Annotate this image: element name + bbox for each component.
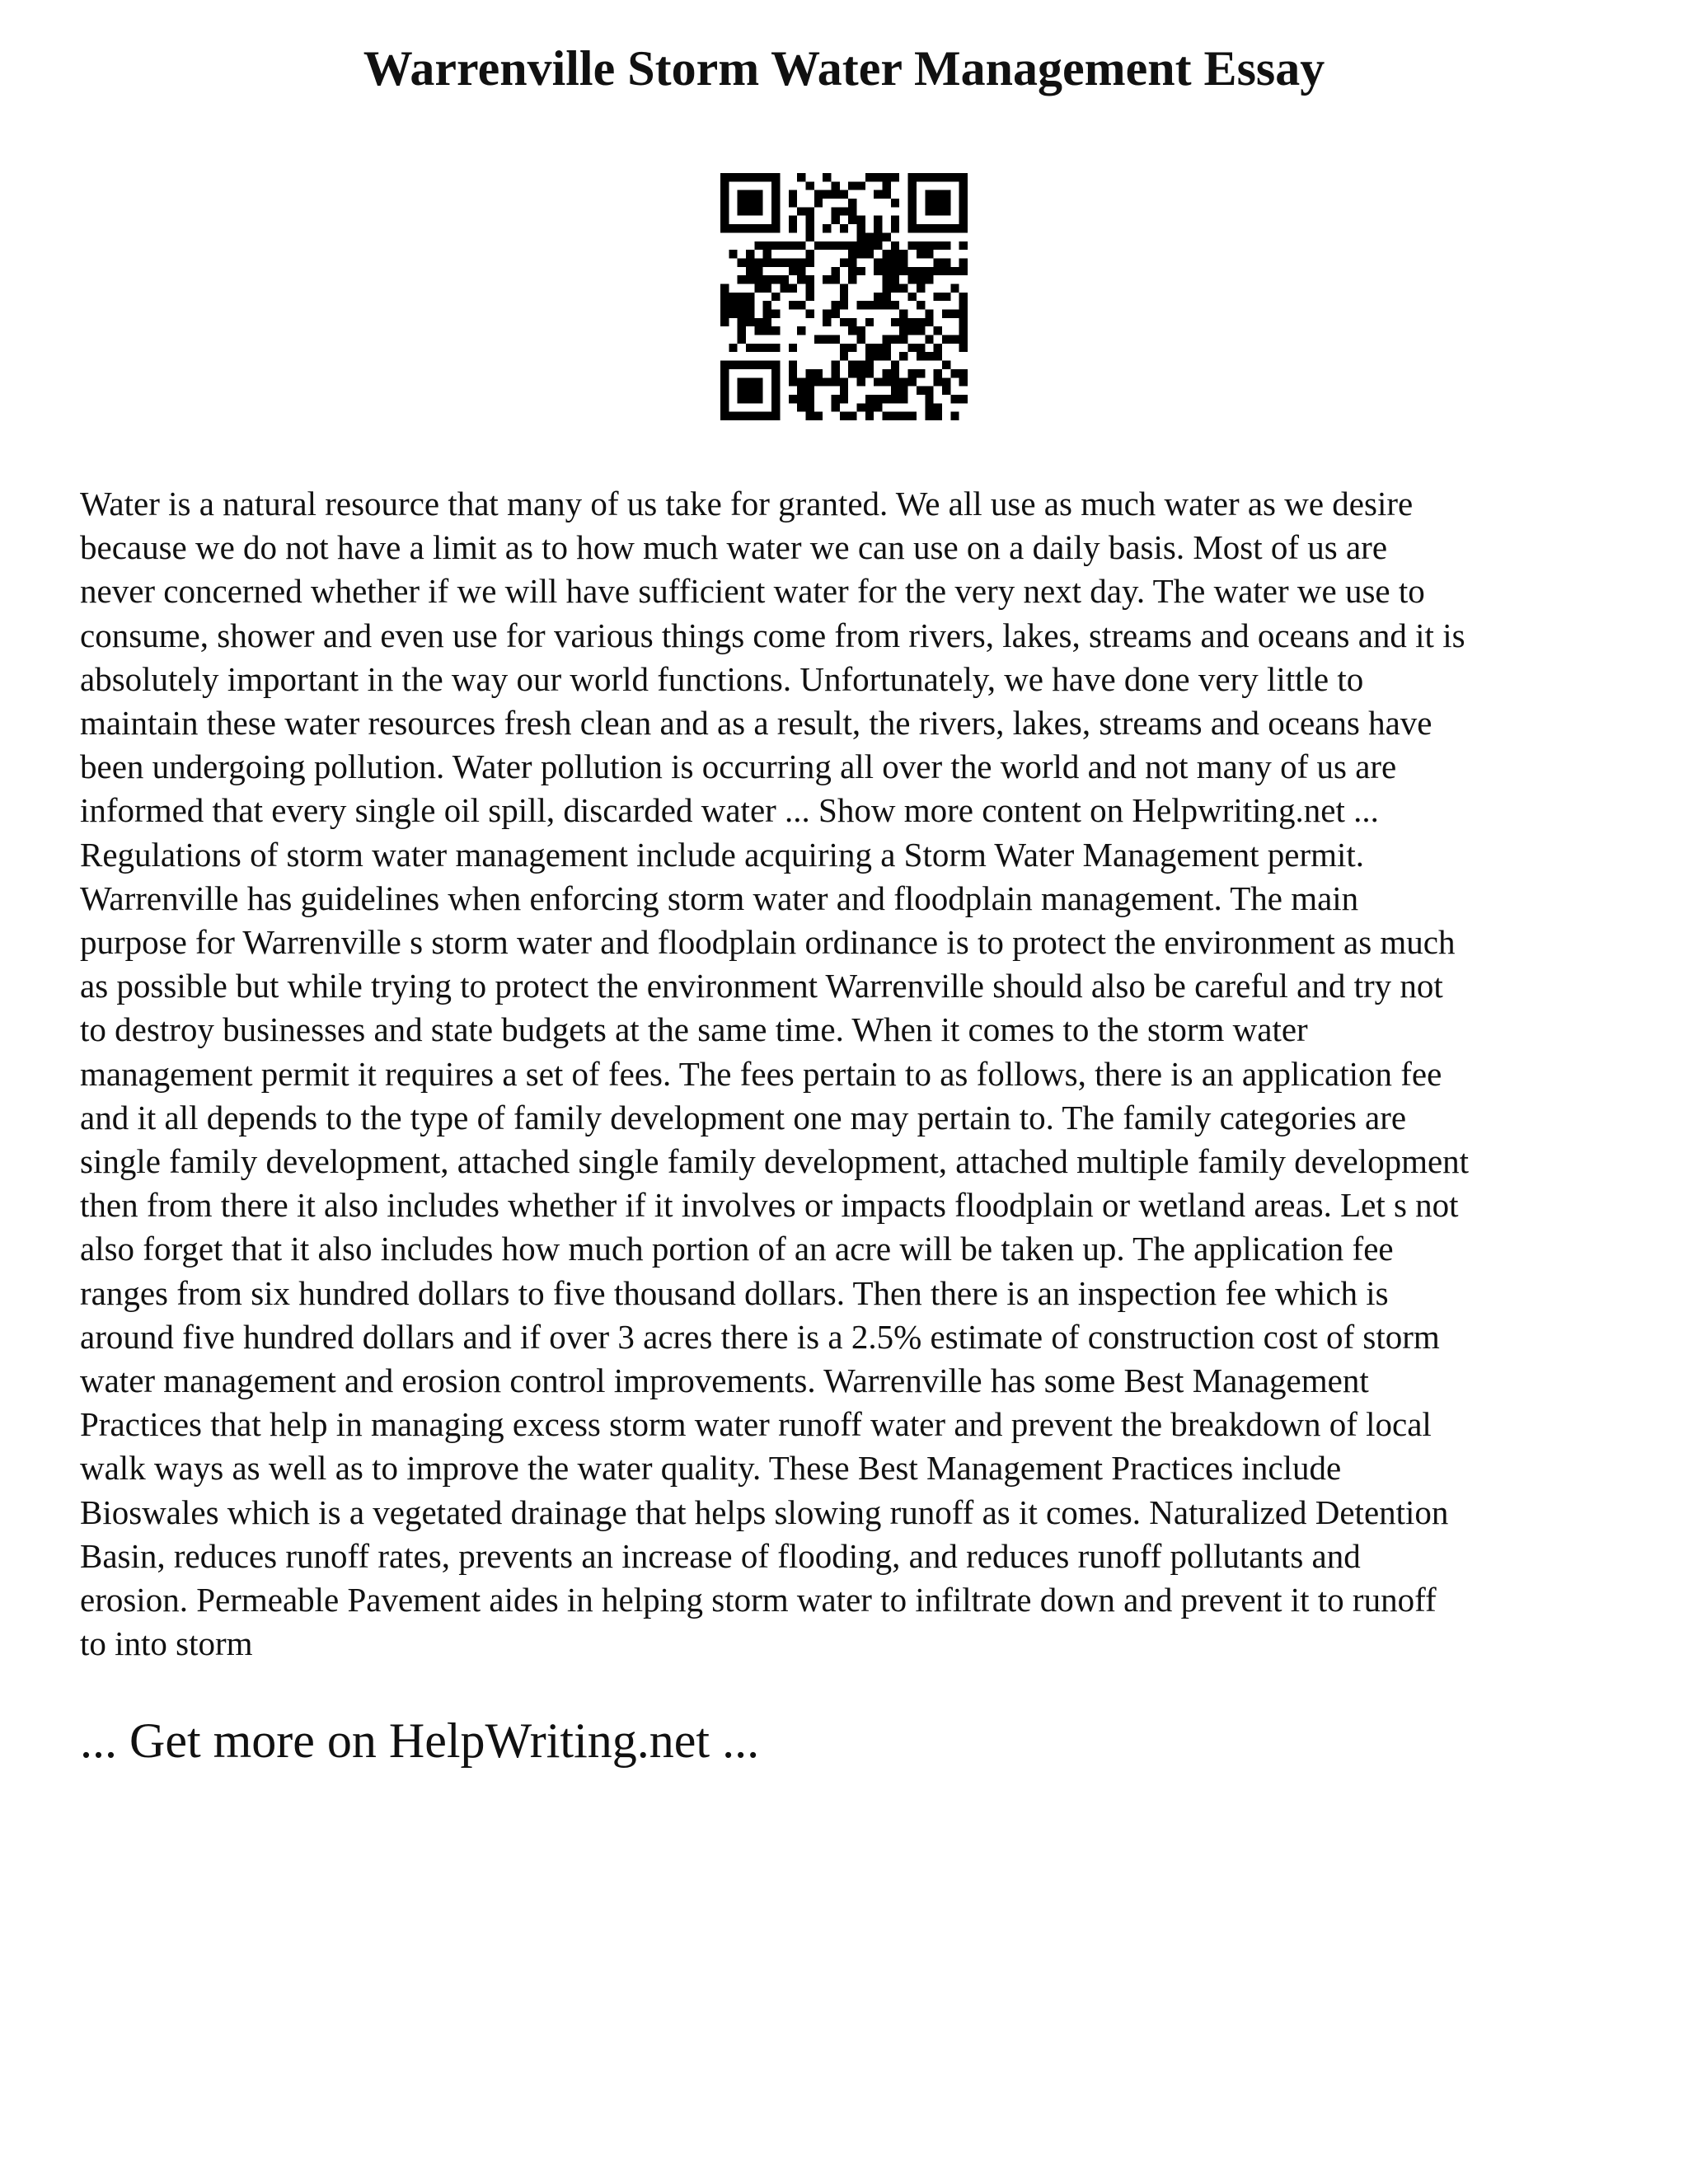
body-line: consume, shower and even use for various things come from rivers, lakes, streams and oceans and it is [80, 616, 1465, 654]
body-line: around five hundred dollars and if over 3 acres there is a 2.5% estimate of construction cost of storm [80, 1317, 1440, 1356]
essay-body [80, 482, 1629, 1666]
body-line: maintain these water resources fresh clean and as a result, the rivers, lakes, streams and oceans have [80, 704, 1432, 743]
body-line: informed that every single oil spill, discarded water ... Show more content on Helpwriting.net ... [80, 791, 1379, 830]
body-line: Basin, reduces runoff rates, prevents an increase of flooding, and reduces runoff pollutants and [80, 1536, 1361, 1575]
body-line: as possible but while trying to protect the environment Warrenville should also be careful and try not [80, 967, 1443, 1005]
body-line: absolutely important in the way our world functions. Unfortunately, we have done very little to [80, 659, 1364, 698]
page-title: Warrenville Storm Water Management Essay [363, 41, 1325, 96]
body-line: never concerned whether if we will have sufficient water for the very next day. The water we use to [80, 572, 1425, 611]
body-line: Practices that help in managing excess storm water runoff water and prevent the breakdown of local [80, 1405, 1432, 1444]
body-line: also forget that it also includes how much portion of an acre will be taken up. The application fee [80, 1230, 1394, 1268]
body-line: then from there it also includes whether if it involves or impacts floodplain or wetland areas. Let s not [80, 1186, 1459, 1225]
body-line: Water is a natural resource that many of us take for granted. We all use as much water as we desire [80, 485, 1414, 523]
body-line: ranges from six hundred dollars to five thousand dollars. Then there is an inspection fee which is [80, 1273, 1389, 1312]
body-line: and it all depends to the type of family development one may pertain to. The family categories are [80, 1098, 1407, 1137]
qr-code-icon [720, 173, 968, 420]
body-line: because we do not have a limit as to how much water we can use on a daily basis. Most of us are [80, 528, 1388, 567]
body-line: erosion. Permeable Pavement aides in helping storm water to infiltrate down and prevent it to runoff [80, 1581, 1437, 1619]
body-line: Warrenville has guidelines when enforcing storm water and floodplain management. The main [80, 879, 1359, 917]
body-line: Regulations of storm water management include acquiring a Storm Water Management permit. [80, 835, 1365, 874]
body-line: purpose for Warrenville s storm water and floodplain ordinance is to protect the environment as much [80, 923, 1456, 962]
body-line: to into storm [80, 1624, 253, 1663]
qr-code-graphic [720, 173, 968, 420]
body-line: single family development, attached single family development, attached multiple family development [80, 1142, 1470, 1181]
body-line: to destroy businesses and state budgets at the same time. When it comes to the storm water [80, 1010, 1308, 1049]
body-line: water management and erosion control improvements. Warrenville has some Best Management [80, 1361, 1369, 1400]
get-more-link[interactable]: ... Get more on HelpWriting.net ... [80, 1713, 760, 1768]
body-line: management permit it requires a set of fees. The fees pertain to as follows, there is an application fee [80, 1054, 1442, 1093]
body-line: been undergoing pollution. Water pollution is occurring all over the world and not many of us are [80, 748, 1397, 786]
body-line: walk ways as well as to improve the water quality. These Best Management Practices include [80, 1449, 1342, 1488]
body-line: Bioswales which is a vegetated drainage that helps slowing runoff as it comes. Naturalized Detention [80, 1493, 1449, 1531]
